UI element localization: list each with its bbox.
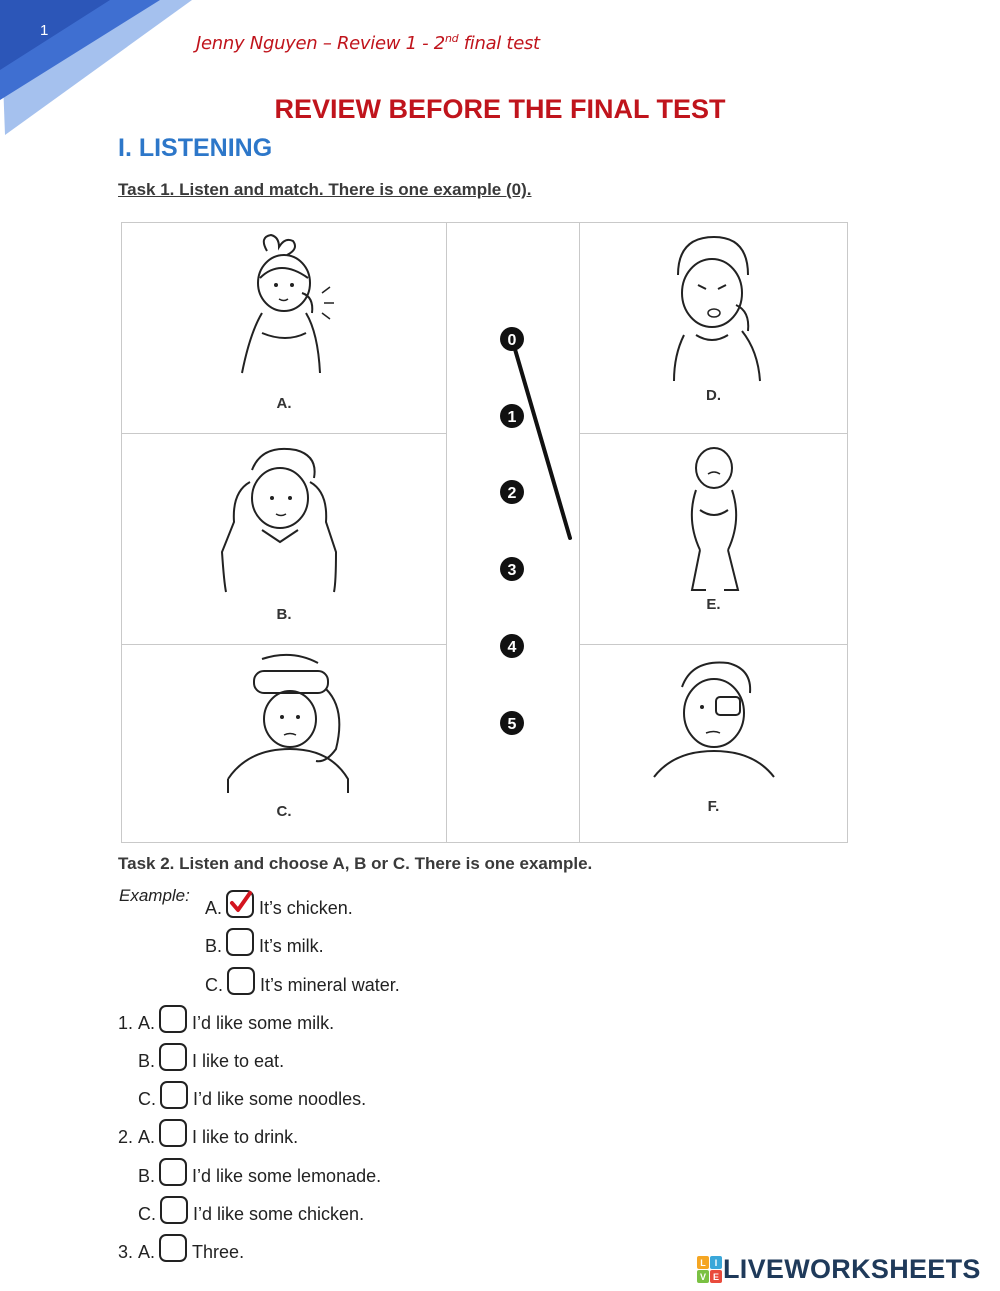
header-note: Jenny Nguyen – Review 1 - 2nd final test bbox=[196, 32, 540, 54]
picture-label-d: D. bbox=[706, 387, 721, 404]
number-marker-3 bbox=[500, 557, 524, 581]
example-option-a: A. It’s chicken. bbox=[205, 890, 353, 919]
example-checkbox-b[interactable] bbox=[226, 928, 254, 956]
q2-checkbox-b[interactable] bbox=[159, 1158, 187, 1186]
svg-text:3: 3 bbox=[507, 562, 517, 579]
example-checkbox-a[interactable] bbox=[226, 890, 254, 918]
example-checkbox-c[interactable] bbox=[227, 967, 255, 995]
task1-heading: Task 1. Listen and match. There is one example (0). bbox=[118, 180, 532, 199]
picture-cell-f bbox=[579, 644, 848, 843]
example-option-b: B. It’s milk. bbox=[205, 928, 324, 957]
q1-checkbox-b[interactable] bbox=[159, 1043, 187, 1071]
svg-text:2: 2 bbox=[507, 485, 517, 502]
picture-label-c: C. bbox=[276, 803, 292, 820]
q1-option-b: B. I like to eat. bbox=[138, 1043, 284, 1072]
example-option-c: C. It’s mineral water. bbox=[205, 967, 400, 996]
example-match-line bbox=[512, 339, 570, 538]
q2-checkbox-c[interactable] bbox=[160, 1196, 188, 1224]
number-marker-5 bbox=[500, 711, 524, 735]
q2-checkbox-a[interactable] bbox=[159, 1119, 187, 1147]
picture-cell-e bbox=[579, 433, 848, 645]
picture-label-f: F. bbox=[707, 798, 720, 815]
picture-label-b: B. bbox=[276, 606, 292, 623]
svg-text:I: I bbox=[714, 1257, 718, 1268]
q2-option-b: B. I’d like some lemonade. bbox=[138, 1158, 381, 1187]
page-number: 1 bbox=[40, 22, 49, 39]
svg-text:4: 4 bbox=[507, 639, 517, 656]
task2-heading: Task 2. Listen and choose A, B or C. There is one example. bbox=[118, 854, 593, 873]
q1-checkbox-c[interactable] bbox=[160, 1081, 188, 1109]
section-heading: I. LISTENING bbox=[118, 134, 273, 162]
girl-sore-tooth-icon bbox=[648, 235, 778, 385]
boy-eye-patch-icon bbox=[648, 657, 778, 797]
q1-option-a: 1. A. I’d like some milk. bbox=[118, 1005, 334, 1034]
checkmark-icon bbox=[229, 890, 253, 916]
q2-option-a: 2. A. I like to drink. bbox=[118, 1119, 298, 1148]
q1-option-c: C. I’d like some noodles. bbox=[138, 1081, 366, 1110]
number-marker-1 bbox=[500, 404, 524, 428]
svg-text:E: E bbox=[712, 1271, 720, 1282]
number-marker-2 bbox=[500, 480, 524, 504]
logo-text: LIVEWORKSHEETS bbox=[723, 1254, 981, 1284]
svg-text:L: L bbox=[700, 1257, 706, 1268]
svg-text:V: V bbox=[699, 1271, 707, 1282]
q3-checkbox-a[interactable] bbox=[159, 1234, 187, 1262]
example-label: Example: bbox=[119, 886, 190, 905]
picture-label-a: A. bbox=[276, 395, 292, 412]
picture-cell-d bbox=[579, 222, 848, 434]
picture-label-e: E. bbox=[706, 596, 721, 613]
boy-stomachache-icon bbox=[670, 440, 760, 600]
svg-text:5: 5 bbox=[507, 716, 517, 733]
liveworksheets-logo-icon bbox=[697, 1256, 723, 1284]
q1-checkbox-a[interactable] bbox=[159, 1005, 187, 1033]
number-marker-4 bbox=[500, 634, 524, 658]
svg-text:0: 0 bbox=[507, 332, 517, 349]
q3-option-a: 3. A. Three. bbox=[118, 1234, 244, 1263]
svg-text:1: 1 bbox=[507, 409, 517, 426]
liveworksheets-logo[interactable] bbox=[697, 1254, 981, 1285]
page-title: REVIEW BEFORE THE FINAL TEST bbox=[274, 94, 726, 124]
matching-grid bbox=[121, 222, 848, 843]
number-marker-0 bbox=[500, 327, 524, 351]
q2-option-c: C. I’d like some chicken. bbox=[138, 1196, 364, 1225]
